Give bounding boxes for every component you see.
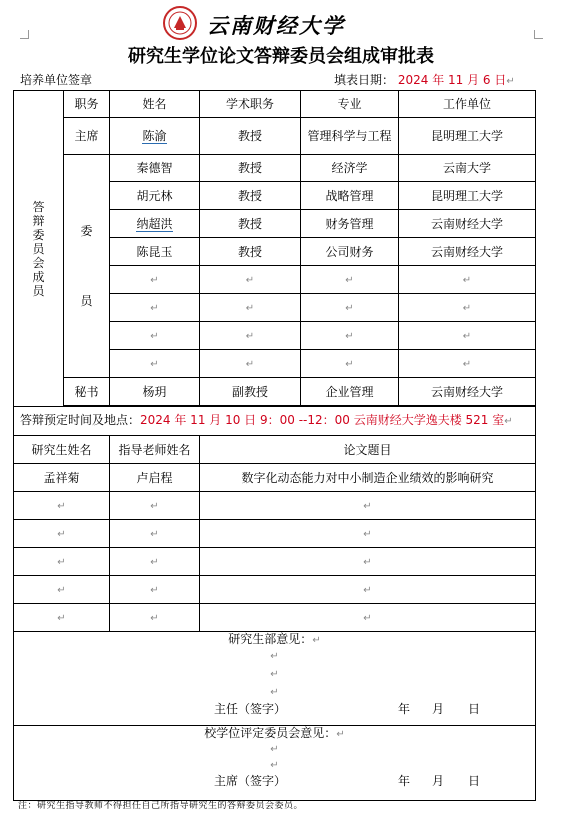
form-title: 研究生学位论文答辩委员会组成审批表 bbox=[128, 46, 434, 67]
col-header: 姓名 bbox=[110, 91, 200, 118]
defense-value: 2024 年 11 月 10 日 9：00 --12：00 云南财经大学逸夫楼 521 室 bbox=[140, 413, 505, 427]
advisor-name: 卢启程 bbox=[110, 464, 200, 492]
col-header: 研究生姓名 bbox=[14, 436, 110, 464]
footnote: 注：研究生指导教师不得担任自己所指导研究生的答辩委员会委员。 bbox=[18, 801, 304, 811]
member-row-empty: ↵ ↵ ↵ ↵ bbox=[14, 294, 536, 322]
month-label: 月 bbox=[432, 774, 445, 788]
student-row-empty: ↵ ↵ ↵ bbox=[14, 520, 536, 548]
grad-opinion-label: 研究生部意见：↵ bbox=[228, 632, 321, 646]
col-header: 学术职务 bbox=[200, 91, 301, 118]
member-name: 秦德智 bbox=[110, 155, 200, 182]
student-row-empty: ↵ ↵ ↵ bbox=[14, 576, 536, 604]
grad-sign-label: 主任（签字） bbox=[214, 702, 287, 716]
col-header: 指导老师姓名 bbox=[110, 436, 200, 464]
member-unit: 云南财经大学 bbox=[399, 238, 536, 266]
year-label: 年 bbox=[398, 702, 411, 716]
student-row-empty: ↵ ↵ ↵ bbox=[14, 492, 536, 520]
secretary-label: 秘书 bbox=[64, 378, 110, 406]
university-name: 云南财经大学 bbox=[207, 13, 345, 38]
secretary-title: 副教授 bbox=[200, 378, 301, 406]
member-major: 公司财务 bbox=[301, 238, 399, 266]
defense-label: 答辩预定时间及地点： bbox=[20, 413, 141, 427]
chair-major: 管理科学与工程 bbox=[301, 118, 399, 155]
secretary-row bbox=[14, 378, 536, 406]
col-header: 职务 bbox=[64, 91, 110, 118]
member-title: 教授 bbox=[200, 238, 301, 266]
grad-opinion-row: 研究生部意见：↵ ↵ ↵ ↵ 主任（签字） 年 月 日 bbox=[14, 632, 536, 726]
university-seal-icon bbox=[163, 6, 197, 40]
student-name: 孟祥菊 bbox=[14, 464, 110, 492]
chair-title: 教授 bbox=[200, 118, 301, 155]
member-title: 教授 bbox=[200, 210, 301, 238]
member-unit: 云南大学 bbox=[399, 155, 536, 182]
member-major: 经济学 bbox=[301, 155, 399, 182]
member-major: 财务管理 bbox=[301, 210, 399, 238]
day-label: 日 bbox=[468, 774, 481, 788]
day-label: 日 bbox=[468, 702, 481, 716]
chair-row bbox=[14, 118, 536, 155]
col-header: 专业 bbox=[301, 91, 399, 118]
member-label: 委 员 bbox=[64, 155, 110, 378]
university-logo bbox=[163, 6, 363, 40]
defense-row: 答辩预定时间及地点：2024 年 11 月 10 日 9：00 --12：00 云南财经大学逸夫楼 521 室↵ bbox=[14, 407, 536, 436]
member-row-empty: ↵ ↵ ↵ ↵ bbox=[14, 350, 536, 378]
thesis-topic: 数字化动态能力对中小制造企业绩效的影响研究 bbox=[200, 464, 536, 492]
member-name: 纳超洪 bbox=[136, 216, 173, 231]
member-title: 教授 bbox=[200, 155, 301, 182]
member-name: 陈昆玉 bbox=[110, 238, 200, 266]
secretary-name: 杨玥 bbox=[110, 378, 200, 406]
unit-seal-label: 培养单位签章 bbox=[20, 73, 93, 87]
committee-opinion-row: 校学位评定委员会意见：↵ ↵ ↵ 主席（签字） 年 月 日 bbox=[14, 726, 536, 801]
year-label: 年 bbox=[398, 774, 411, 788]
col-header: 论文题目 bbox=[200, 436, 536, 464]
member-title: 教授 bbox=[200, 182, 301, 210]
member-row-empty: ↵ ↵ ↵ ↵ bbox=[14, 322, 536, 350]
approval-table bbox=[13, 90, 536, 801]
student-header-row bbox=[14, 436, 536, 464]
student-row-empty: ↵ ↵ ↵ bbox=[14, 604, 536, 632]
member-unit: 昆明理工大学 bbox=[399, 182, 536, 210]
date-label: 填表日期： bbox=[334, 73, 395, 87]
chair-unit: 昆明理工大学 bbox=[399, 118, 536, 155]
student-row bbox=[14, 464, 536, 492]
member-unit: 云南财经大学 bbox=[399, 210, 536, 238]
corner-mark bbox=[20, 30, 29, 39]
student-row-empty: ↵ ↵ ↵ bbox=[14, 548, 536, 576]
member-name: 胡元林 bbox=[110, 182, 200, 210]
col-header: 工作单位 bbox=[399, 91, 536, 118]
month-label: 月 bbox=[432, 702, 445, 716]
member-major: 战略管理 bbox=[301, 182, 399, 210]
member-row bbox=[14, 155, 536, 182]
chair-name: 陈渝 bbox=[142, 129, 167, 143]
date-value: 2024 年 11 月 6 日 bbox=[397, 73, 507, 87]
committee-opinion-label: 校学位评定委员会意见：↵ bbox=[204, 726, 345, 740]
committee-side-label: 答 辩 委 员 会 成 员 bbox=[14, 91, 64, 407]
committee-sign-label: 主席（签字） bbox=[214, 774, 287, 788]
member-row-empty: ↵ ↵ ↵ ↵ bbox=[14, 266, 536, 294]
date-row: 填表日期： 2024 年 11 月 6 日↵ bbox=[334, 73, 515, 87]
secretary-unit: 云南财经大学 bbox=[399, 378, 536, 406]
corner-mark bbox=[534, 30, 543, 39]
secretary-major: 企业管理 bbox=[301, 378, 399, 406]
chair-label: 主席 bbox=[64, 118, 110, 155]
